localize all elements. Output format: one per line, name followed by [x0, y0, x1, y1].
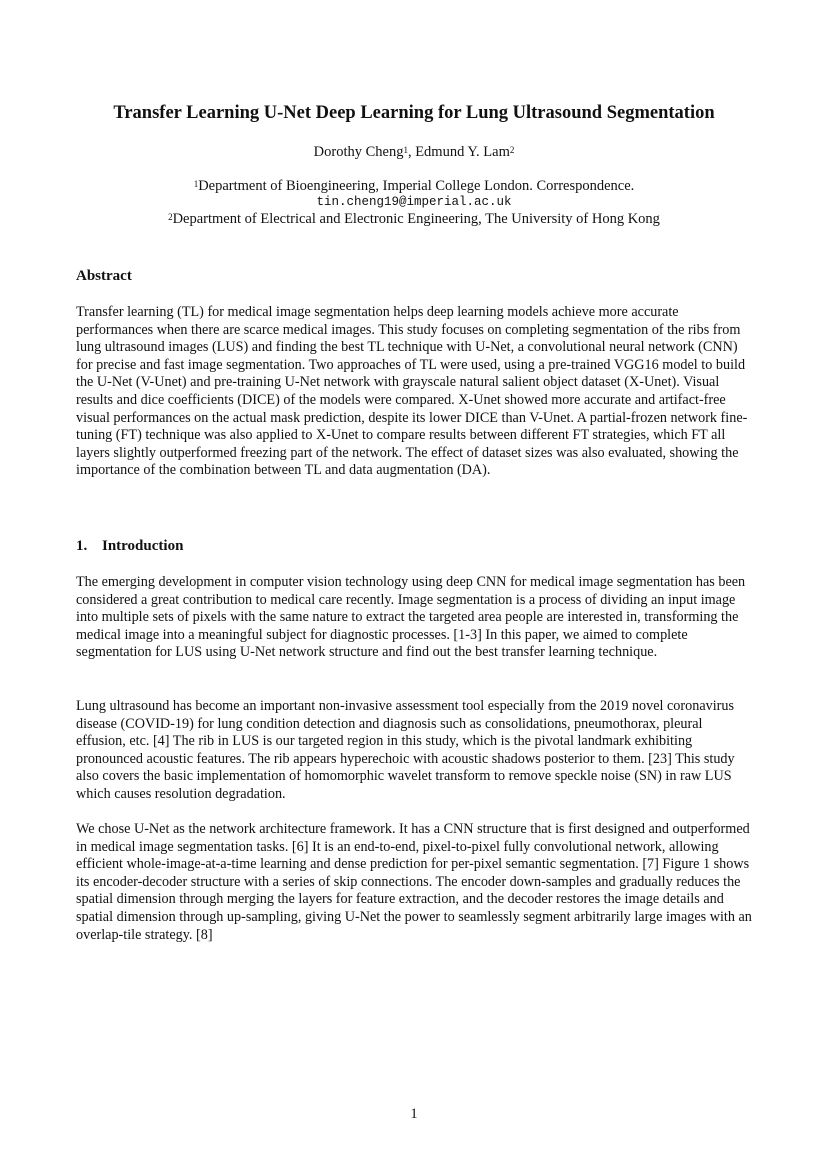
affiliation-mark: 1	[193, 179, 199, 189]
author-name: Edmund Y. Lam	[415, 144, 510, 160]
abstract-paragraph: Transfer learning (TL) for medical image segmentation helps deep learning models achieve more accurate performances when there are scarce medical images. This study focuses on completing segmentation of the ribs from lung ultrasound images (LUS) and finding the best TL technique with U-Net, a convolutional neural network (CNN) for precise and fast image segmentation. Two approaches of TL were used, using a pre-trained VGG16 model to build the U-Net (V-Unet) and pre-training U-Net network with grayscale natural salient object dataset (X-Unet). Visual results and dice coefficients (DICE) of the models were compared. X-Unet showed more accurate and artifact-free visual performances on the actual mask prediction, despite its lower DICE than V-Unet. A partial-frozen network fine-tuning (FT) technique was also applied to X-Unet to compare results between different FT strategies, which FT all layers slightly outperformed freezing part of the network. The effect of dataset sizes was also evaluated, showing the importance of the combination between TL and data augmentation (DA).	[76, 304, 748, 479]
correspondence-email: tin.cheng19@imperial.ac.uk	[316, 195, 512, 209]
affiliation-2	[0, 210, 828, 228]
author-affiliation-mark: 1	[403, 145, 408, 155]
page-number: 1	[410, 1106, 418, 1122]
paper-title: Transfer Learning U-Net Deep Learning for Lung Ultrasound Segmentation	[113, 103, 715, 123]
abstract-heading: Abstract	[76, 268, 132, 284]
author-line	[0, 143, 828, 161]
introduction-paragraph-2: Lung ultrasound has become an important non-invasive assessment tool especially from the 2019 novel coronavirus disease (COVID-19) for lung condition detection and diagnosis such as consolidations, pneumothorax, pleural effusion, etc. [4] The rib in LUS is our targeted region in this study, which is the pivotal landmark exhibiting pronounced acoustic features. The rib appears hyperechoic with acoustic shadows posterior to them. [23] This study also covers the basic implementation of homomorphic wavelet transform to remove speckle noise (SN) in raw LUS which causes resolution degradation.	[76, 698, 735, 802]
author-separator: ,	[407, 144, 416, 160]
section-title: Introduction	[102, 538, 184, 554]
author-name: Dorothy Cheng	[313, 144, 404, 160]
introduction-heading	[76, 536, 184, 556]
section-number: 1.	[76, 538, 88, 554]
introduction-paragraph-1: The emerging development in computer vision technology using deep CNN for medical image segmentation has been considered a great contribution to medical care recently. Image segmentation is a process of dividing an input image into multiple sets of pixels with the same nature to extract the targeted area people are interested in, transforming the medical image into a meaningful subject for diagnostic processes. [1-3] In this paper, we aimed to complete segmentation for LUS using U-Net network structure and find out the best transfer learning technique.	[76, 574, 746, 661]
introduction-paragraph-3: We chose U-Net as the network architecture framework. It has a CNN structure that is first designed and outperformed in medical image segmentation tasks. [6] It is an end-to-end, pixel-to-pixel fully convolutional network, allowing efficient whole-image-at-a-time learning and dense prediction for per-pixel semantic segmentation. [7] Figure 1 shows its encoder-decoder structure with a series of skip connections. The encoder down-samples and gradually reduces the spatial dimension through merging the layers for feature extraction, and the decoder restores the image details and spatial dimension through up-sampling, giving U-Net the power to seamlessly segment arbitrarily large images with an overlap-tile strategy. [8]	[76, 821, 752, 943]
author-affiliation-mark: 2	[509, 145, 515, 155]
affiliation-text: Department of Bioengineering, Imperial College London. Correspondence.	[198, 178, 635, 194]
affiliation-mark: 2	[168, 212, 173, 222]
affiliation-1	[0, 177, 828, 195]
affiliation-text: Department of Electrical and Electronic Engineering, The University of Hong Kong	[172, 211, 660, 227]
